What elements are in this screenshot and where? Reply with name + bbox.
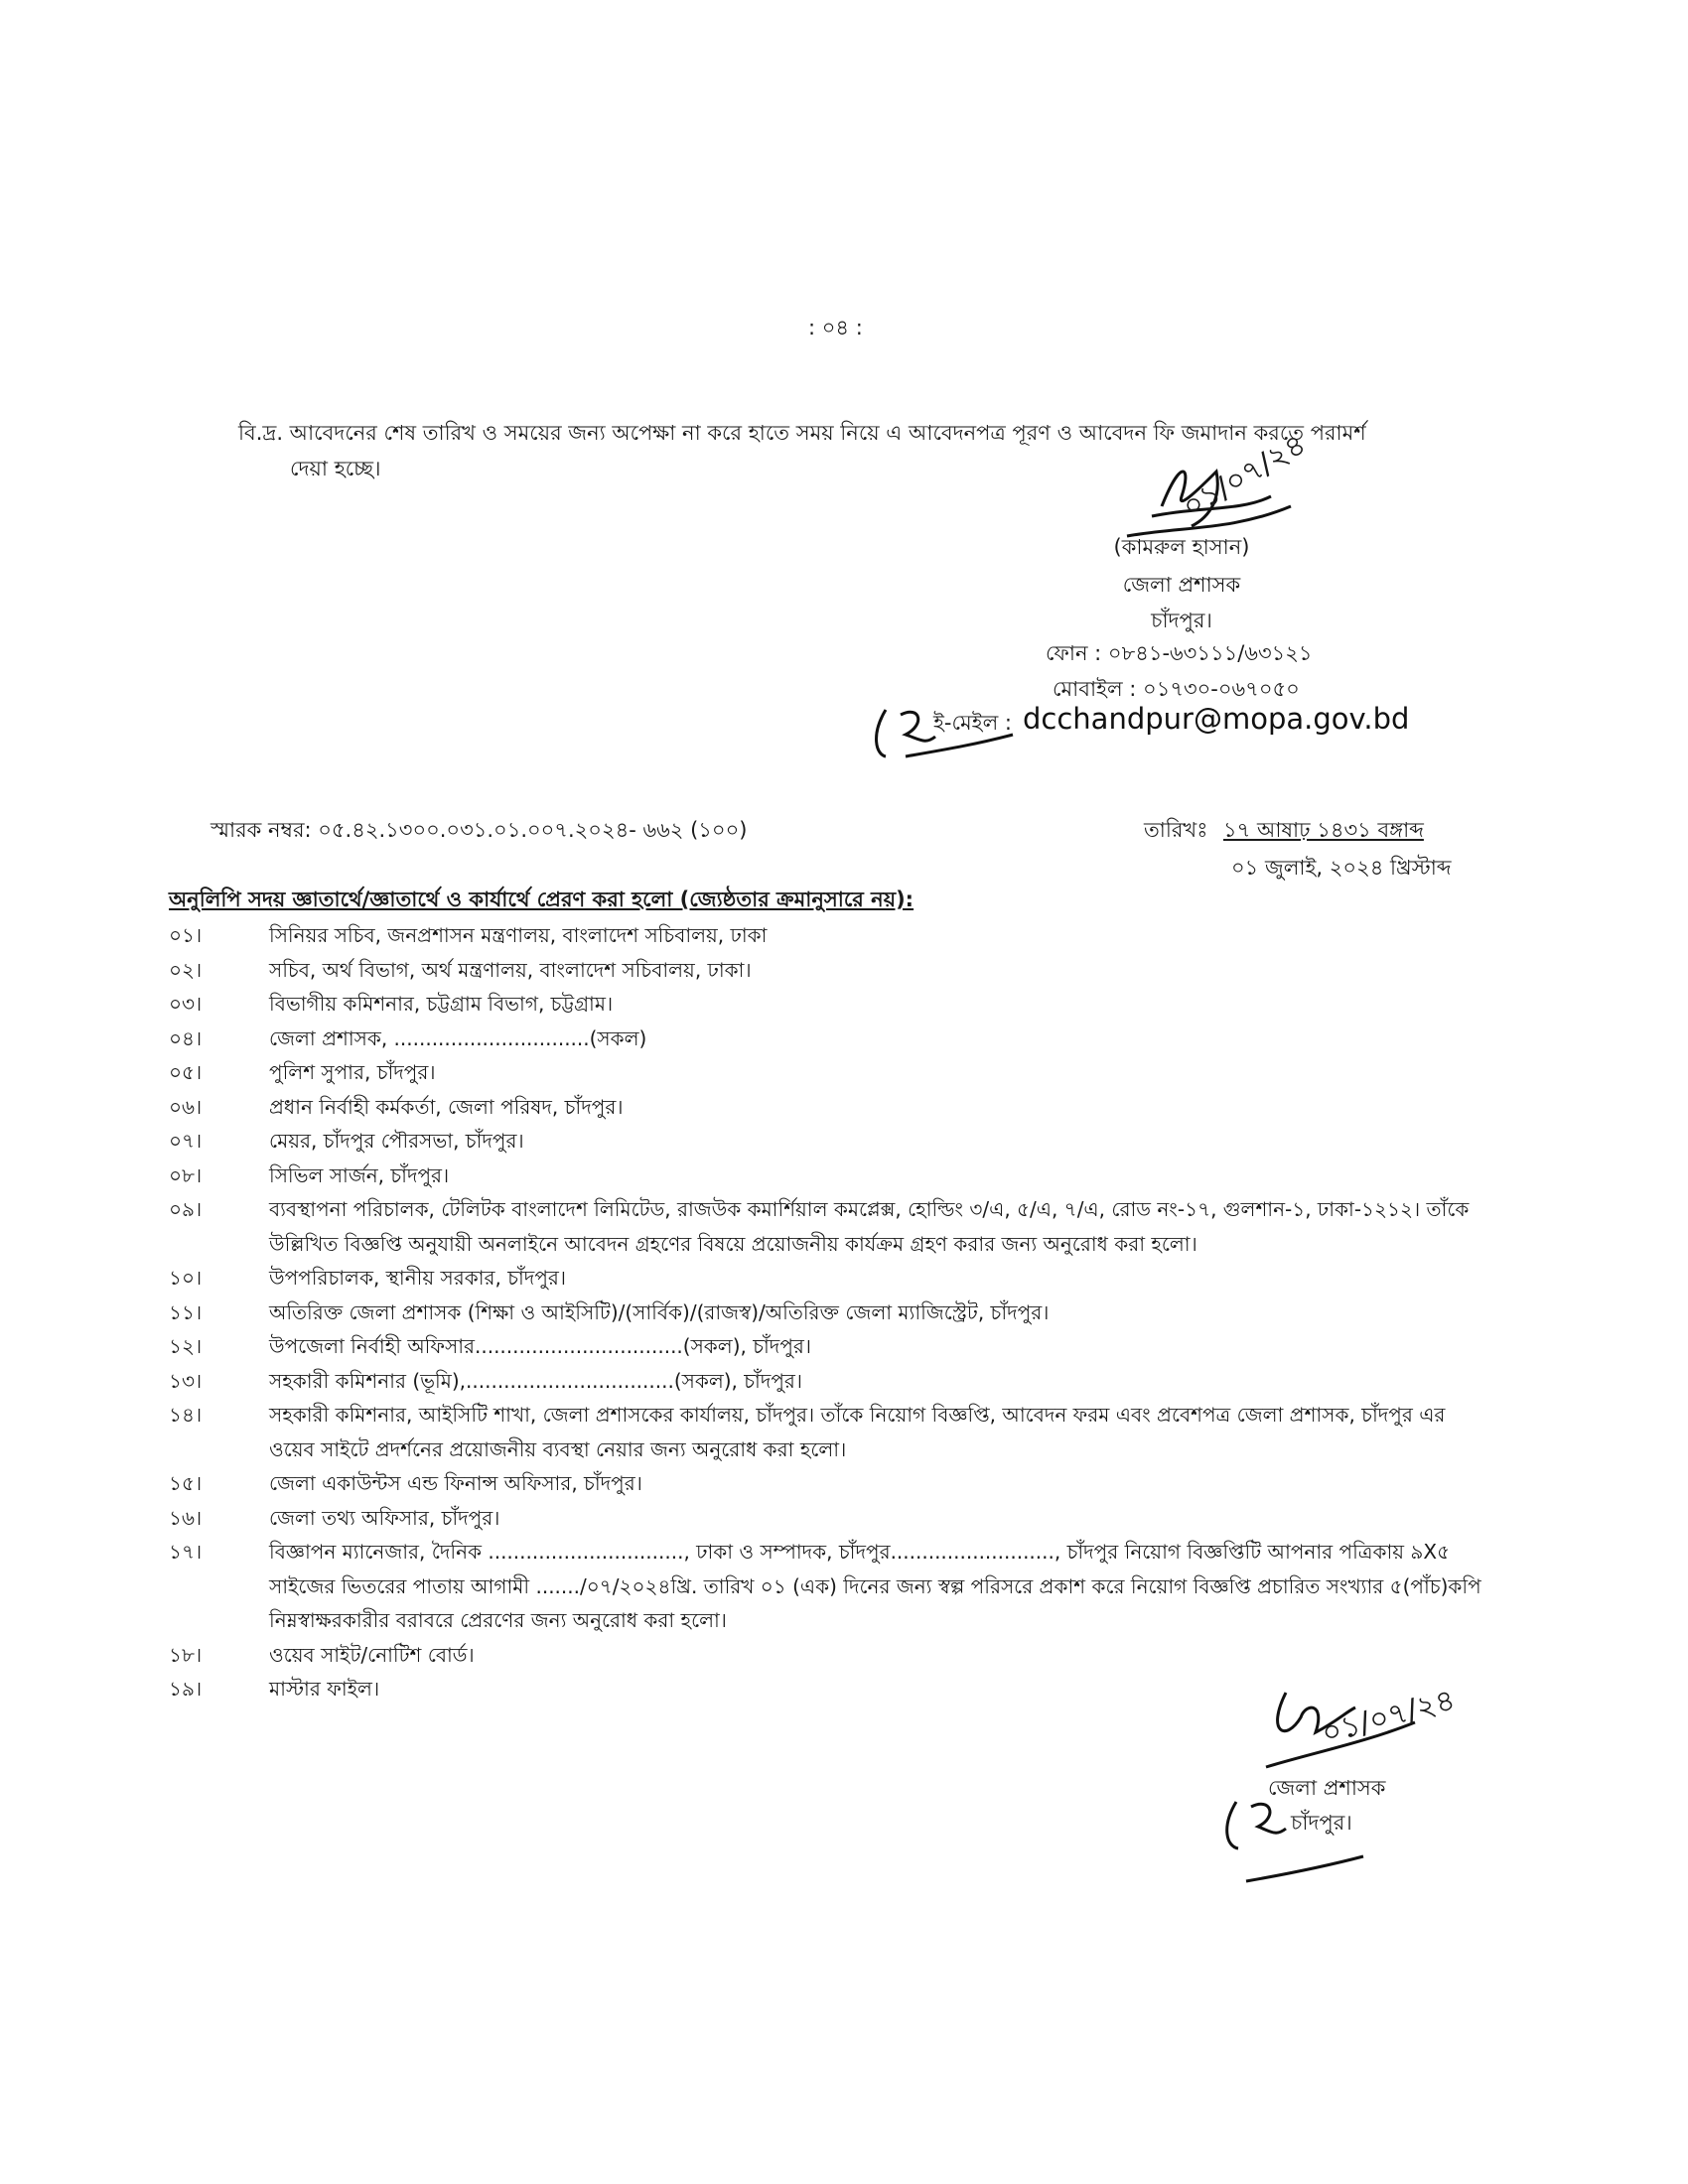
item-number: ০৮। (169, 1162, 203, 1187)
note-line-2: দেয়া হচ্ছে। (290, 457, 381, 480)
list-item (169, 1022, 1489, 1056)
list-item (169, 918, 1489, 953)
item-text: জেলা তথ্য অফিসার, চাঁদপুর। (269, 1505, 500, 1530)
item-text: অতিরিক্ত জেলা প্রশাসক (শিক্ষা ও আইসিটি)/(সার্বিক)/(রাজস্ব)/অতিরিক্ত জেলা ম্যাজিস্ট্রেট, চাঁদপুর। (269, 1299, 1050, 1324)
memo-number: স্মারক নম্বর: ০৫.৪২.১৩০০.০৩১.০১.০০৭.২০২৪- ৬৬২ (১০০) (211, 818, 748, 842)
item-text: ওয়েব সাইট/নোটিশ বোর্ড। (269, 1642, 475, 1667)
item-number: ১৪। (169, 1403, 203, 1427)
signatory-designation: জেলা প্রশাসক (1122, 573, 1241, 597)
list-item (169, 1535, 1489, 1638)
item-text: ব্যবস্থাপনা পরিচালক, টেলিটক বাংলাদেশ লিমিটেড, রাজউক কমার্শিয়াল কমপ্লেক্স, হোল্ডিং ৩/এ, ৫/এ, ৭/এ, রোড নং-১৭, গুলশান-১, ঢাকা-১২১২। তাঁকে উল্লিখিত বিজ্ঞপ্তি অনুযায়ী অনলাইনে আবেদন গ্রহণের বিষয়ে প্রয়োজনীয় কার্যক্রম গ্রহণ করার জন্য অনুরোধ করা হলো। (269, 1197, 1470, 1256)
page-number: : ০৪ : (808, 316, 863, 340)
item-number: ১২। (169, 1334, 203, 1358)
item-text: উপজেলা নির্বাহী অফিসার.................................(সকল), চাঁদপুর। (269, 1334, 812, 1358)
item-number: ১১। (169, 1299, 203, 1324)
list-item (169, 1466, 1489, 1501)
item-text: সহকারী কমিশনার, আইসিটি শাখা, জেলা প্রশাসকের কার্যালয়, চাঁদপুর। তাঁকে নিয়োগ বিজ্ঞপ্তি, আবেদন ফরম এবং প্রবেশপত্র জেলা প্রশাসক, চাঁদপুর এর ওয়েব সাইটে প্রদর্শনের প্রয়োজনীয় ব্যবস্থা নেয়ার জন্য অনুরোধ করা হলো। (269, 1403, 1446, 1461)
cc-list (169, 918, 1489, 1706)
bottom-location: চাঁদপুর। (1291, 1811, 1352, 1835)
list-item (169, 1638, 1489, 1673)
email-address: dcchandpur@mopa.gov.bd (1023, 702, 1410, 736)
item-text: পুলিশ সুপার, চাঁদপুর। (269, 1060, 436, 1084)
item-number: ০৪। (169, 1025, 203, 1050)
item-number: ০৫। (169, 1060, 203, 1084)
list-item (169, 1159, 1489, 1193)
item-text: মেয়র, চাঁদপুর পৌরসভা, চাঁদপুর। (269, 1129, 524, 1153)
list-item (169, 1398, 1489, 1466)
item-number: ০৬। (169, 1094, 203, 1119)
item-text: সিনিয়র সচিব, জনপ্রশাসন মন্ত্রণালয়, বাংলাদেশ সচিবালয়, ঢাকা (269, 923, 768, 947)
cc-title: অনুলিপি সদয় জ্ঞাতার্থে/জ্ঞাতার্থে ও কার্যার্থে প্রেরণ করা হলো (জ্যেষ্ঠতার ক্রমানুসারে নয়): (169, 887, 914, 911)
item-number: ১৬। (169, 1505, 203, 1530)
item-number: ১৯। (169, 1677, 203, 1701)
list-item (169, 1261, 1489, 1296)
bottom-designation: জেলা প্রশাসক (1268, 1776, 1386, 1800)
list-item (169, 1192, 1489, 1261)
list-item (169, 1501, 1489, 1536)
item-text: সচিব, অর্থ বিভাগ, অর্থ মন্ত্রণালয়, বাংলাদেশ সচিবালয়, ঢাকা। (269, 957, 752, 982)
list-item (169, 953, 1489, 988)
list-item (169, 1296, 1489, 1330)
item-number: ১৩। (169, 1368, 203, 1393)
note-line-1: বি.দ্র. আবেদনের শেষ তারিখ ও সময়ের জন্য অপেক্ষা না করে হাতে সময় নিয়ে এ আবেদনপত্র পূরণ ও আবেদন ফি জমাদান করতে পরামর্শ (238, 421, 1366, 445)
list-item (169, 1364, 1489, 1399)
item-text: জেলা একাউন্টস এন্ড ফিনান্স অফিসার, চাঁদপুর। (269, 1471, 642, 1495)
date-label: তারিখঃ (1144, 818, 1208, 842)
item-text: সিভিল সার্জন, চাঁদপুর। (269, 1162, 450, 1187)
list-item (169, 1124, 1489, 1159)
item-number: ১৭। (169, 1540, 203, 1564)
item-text: বিজ্ঞাপন ম্যানেজার, দৈনিক ..............................., ঢাকা ও সম্পাদক, চাঁদপুর.........................., চাঁদপুর নিয়োগ বিজ্ঞপ্তিটি আপনার পত্রিকায় ৯X৫ সাইজের ভিতরের পাতায় আগামী ......./০৭/২০২৪খ্রি. তারিখ ০১ (এক) দিনের জন্য স্বল্প পরিসরে প্রকাশ করে নিয়োগ বিজ্ঞপ্তি প্রচারিত সংখ্যার ৫(পাঁচ)কপি নিম্নস্বাক্ষরকারীর বরাবরে প্রেরণের জন্য অনুরোধ করা হলো। (269, 1540, 1481, 1632)
list-item (169, 987, 1489, 1022)
list-item (169, 1055, 1489, 1090)
signatory-mobile: মোবাইল : ০১৭৩০-০৬৭০৫০ (1053, 677, 1300, 701)
item-number: ১০। (169, 1266, 203, 1290)
item-number: ০৯। (169, 1197, 203, 1221)
email-label: ই-মেইল : (933, 711, 1013, 735)
item-text: মাস্টার ফাইল। (269, 1677, 380, 1701)
signatory-name: (কামরুল হাসান) (1113, 535, 1250, 559)
list-item (169, 1090, 1489, 1125)
item-text: বিভাগীয় কমিশনার, চট্টগ্রাম বিভাগ, চট্টগ্রাম। (269, 992, 614, 1016)
item-number: ০১। (169, 923, 203, 947)
item-number: ০৭। (169, 1129, 203, 1153)
item-text: প্রধান নির্বাহী কর্মকর্তা, জেলা পরিষদ, চাঁদপুর। (269, 1094, 624, 1119)
item-number: ১৮। (169, 1642, 203, 1667)
signatory-phone: ফোন : ০৮৪১-৬৩১১১/৬৩১২১ (1046, 641, 1313, 665)
signatory-location: চাঁদপুর। (1151, 609, 1212, 632)
item-text: সহকারী কমিশনার (ভূমি),.................................(সকল), চাঁদপুর। (269, 1368, 803, 1393)
date-english: ০১ জুলাই, ২০২৪ খ্রিস্টাব্দ (1231, 856, 1452, 880)
item-number: ০৩। (169, 992, 203, 1016)
item-number: ১৫। (169, 1471, 203, 1495)
signature-date-bottom: ০১/০৭/২৪ (1318, 1682, 1460, 1752)
item-text: উপপরিচালক, স্থানীয় সরকার, চাঁদপুর। (269, 1266, 567, 1290)
date-bangla: ১৭ আষাঢ় ১৪৩১ বঙ্গাব্দ (1223, 818, 1424, 842)
list-item (169, 1329, 1489, 1364)
item-number: ০২। (169, 957, 203, 982)
item-text: জেলা প্রশাসক, ...............................(সকল) (269, 1025, 647, 1050)
signature-date-top: ০১/০৭/২৪ (1176, 427, 1313, 526)
